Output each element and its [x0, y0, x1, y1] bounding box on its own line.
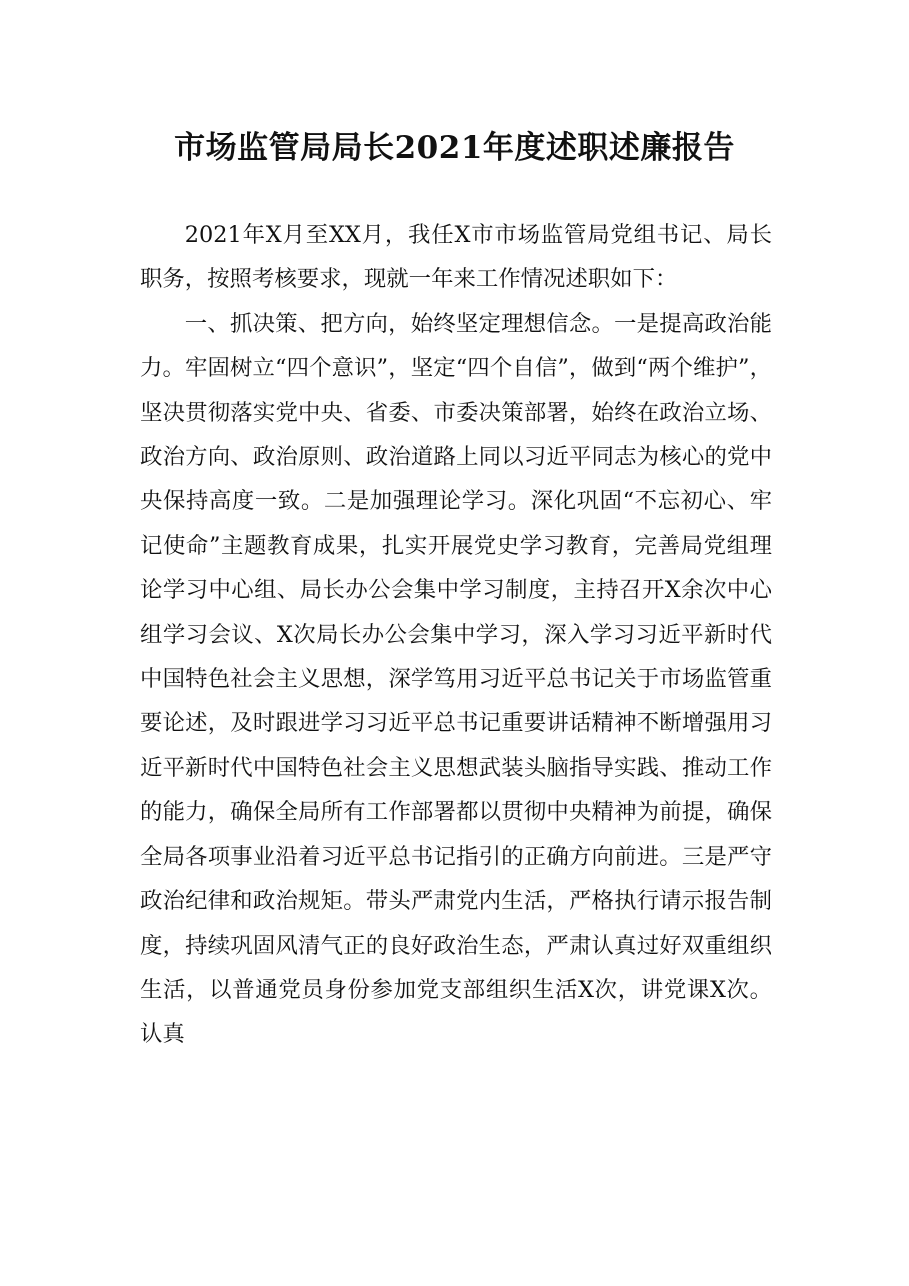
document-body: [140, 213, 772, 1057]
document-title: 市场监管局局长2021年度述职述廉报告: [174, 130, 735, 166]
paragraph-section-one: 一、抓决策、把方向，始终坚定理想信念。一是提高政治能力。牢固树立“四个意识”，坚定“四个自信”，做到“两个维护”，坚决贯彻落实党中央、省委、市委决策部署，始终在政治立场、政治方向、政治原则、政治道路上同以习近平同志为核心的党中央保持高度一致。二是加强理论学习。深化巩固“不忘初心、牢记使命”主题教育成果，扎实开展党史学习教育，完善局党组理论学习中心组、局长办公会集中学习制度，主持召开X余次中心组学习会议、X次局长办公会集中学习，深入学习习近平新时代中国特色社会主义思想，深学笃用习近平总书记关于市场监管重要论述，及时跟进学习习近平总书记重要讲话精神不断增强用习近平新时代中国特色社会主义思想武装头脑指导实践、推动工作的能力，确保全局所有工作部署都以贯彻中央精神为前提，确保全局各项事业沿着习近平总书记指引的正确方向前进。三是严守政治纪律和政治规矩。带头严肃党内生活，严格执行请示报告制度，持续巩固风清气正的良好政治生态，严肃认真过好双重组织生活，以普通党员身份参加党支部组织生活X次，讲党课X次。认真: [140, 310, 772, 1048]
paragraph-intro: 2021年X月至XX月，我任X市市场监管局党组书记、局长职务，按照考核要求，现就一年来工作情况述职如下：: [140, 222, 772, 293]
